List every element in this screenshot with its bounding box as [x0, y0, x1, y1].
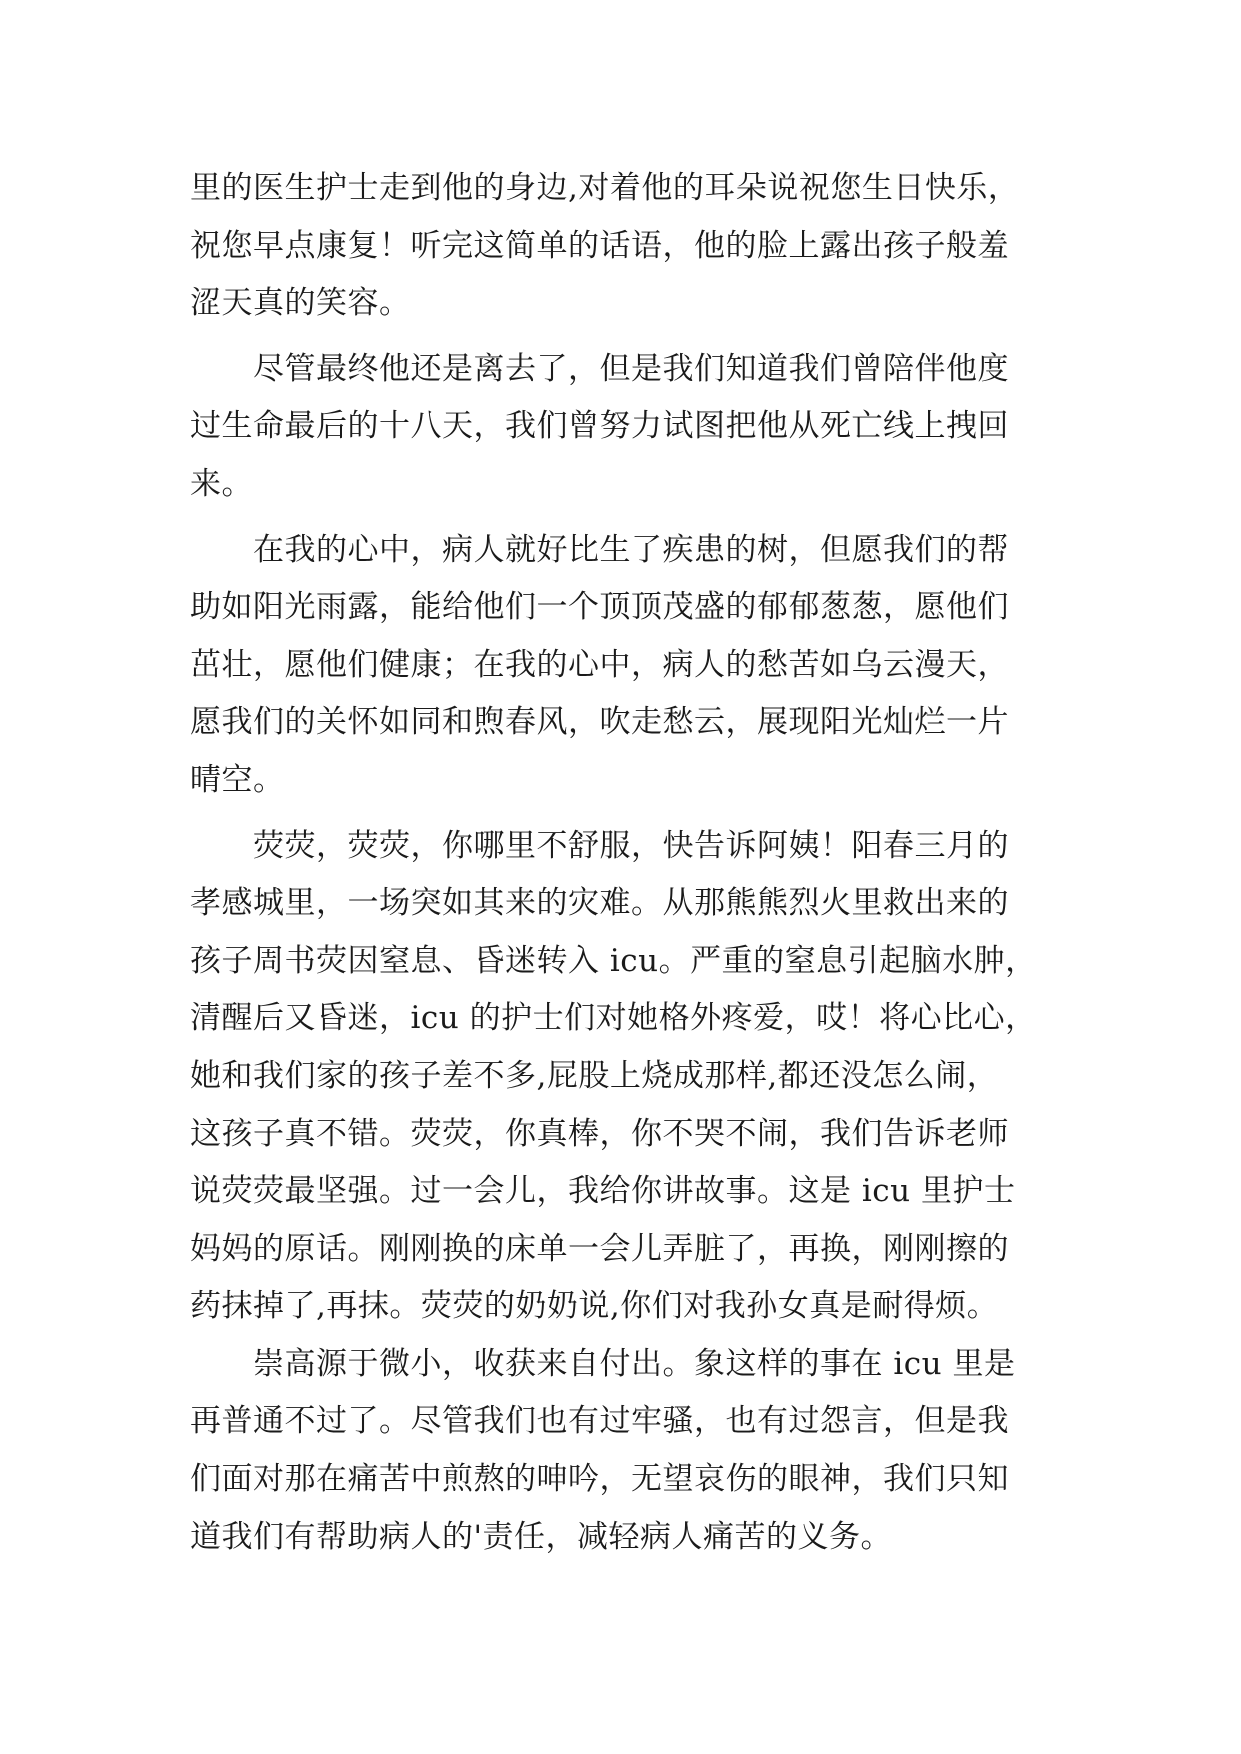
text-line: 在我的心中，病人就好比生了疾患的树，但愿我们的帮 — [190, 531, 1009, 568]
text-line: 们面对那在痛苦中煎熬的呻吟，无望哀伤的眼神，我们只知 — [190, 1461, 1009, 1498]
paragraph-3 — [190, 522, 1090, 810]
paragraph-gap — [190, 810, 1090, 818]
text-line: 茁壮，愿他们健康；在我的心中，病人的愁苦如乌云漫天， — [190, 646, 1009, 683]
text-line: 道我们有帮助病人的'责任，减轻病人痛苦的义务。 — [190, 1518, 893, 1555]
text-line: 过生命最后的十八天，我们曾努力试图把他从死亡线上拽回 — [190, 408, 1009, 445]
text-line: 尽管最终他还是离去了，但是我们知道我们曾陪伴他度 — [190, 350, 1009, 387]
text-line: 这孩子真不错。荧荧，你真棒，你不哭不闹，我们告诉老师 — [190, 1115, 1009, 1152]
text-line: 崇高源于微小，收获来自付出。象这样的事在 icu 里是 — [190, 1345, 1016, 1382]
text-line: 来。 — [190, 465, 253, 502]
text-line: 说荧荧最坚强。过一会儿，我给你讲故事。这是 icu 里护士 — [190, 1173, 1016, 1210]
text-line: 孩子周书荧因窒息、昏迷转入 icu。严重的窒息引起脑水肿， — [190, 942, 1037, 979]
text-line: 晴空。 — [190, 761, 285, 798]
paragraph-4 — [190, 818, 1090, 1336]
text-line: 祝您早点康复！听完这简单的话语，他的脸上露出孩子般羞 — [190, 227, 1009, 264]
text-line: 她和我们家的孩子差不多,屁股上烧成那样,都还没怎么闹， — [190, 1057, 999, 1094]
paragraph-1 — [190, 160, 1090, 333]
text-line: 里的医生护士走到他的身边,对着他的耳朵说祝您生日快乐， — [190, 170, 1020, 206]
text-line: 涩天真的笑容。 — [190, 285, 411, 322]
paragraph-2 — [190, 341, 1090, 514]
text-line: 妈妈的原话。刚刚换的床单一会儿弄脏了，再换，刚刚擦的 — [190, 1230, 1009, 1267]
text-line: 清醒后又昏迷，icu 的护士们对她格外疼爱，哎！将心比心， — [190, 1000, 1037, 1037]
paragraph-gap — [190, 514, 1090, 522]
text-line: 愿我们的关怀如同和煦春风，吹走愁云，展现阳光灿烂一片 — [190, 704, 1009, 741]
text-line: 孝感城里，一场突如其来的灾难。从那熊熊烈火里救出来的 — [190, 885, 1009, 922]
text-line: 助如阳光雨露，能给他们一个顶顶茂盛的郁郁葱葱，愿他们 — [190, 589, 1009, 626]
document-body — [190, 160, 1090, 1566]
paragraph-gap — [190, 333, 1090, 341]
paragraph-5 — [190, 1336, 1090, 1566]
text-line: 荧荧，荧荧，你哪里不舒服，快告诉阿姨！阳春三月的 — [190, 827, 1009, 864]
text-line: 再普通不过了。尽管我们也有过牢骚，也有过怨言，但是我 — [190, 1403, 1009, 1440]
text-line: 药抹掉了,再抹。荧荧的奶奶说,你们对我孙女真是耐得烦。 — [190, 1288, 999, 1325]
